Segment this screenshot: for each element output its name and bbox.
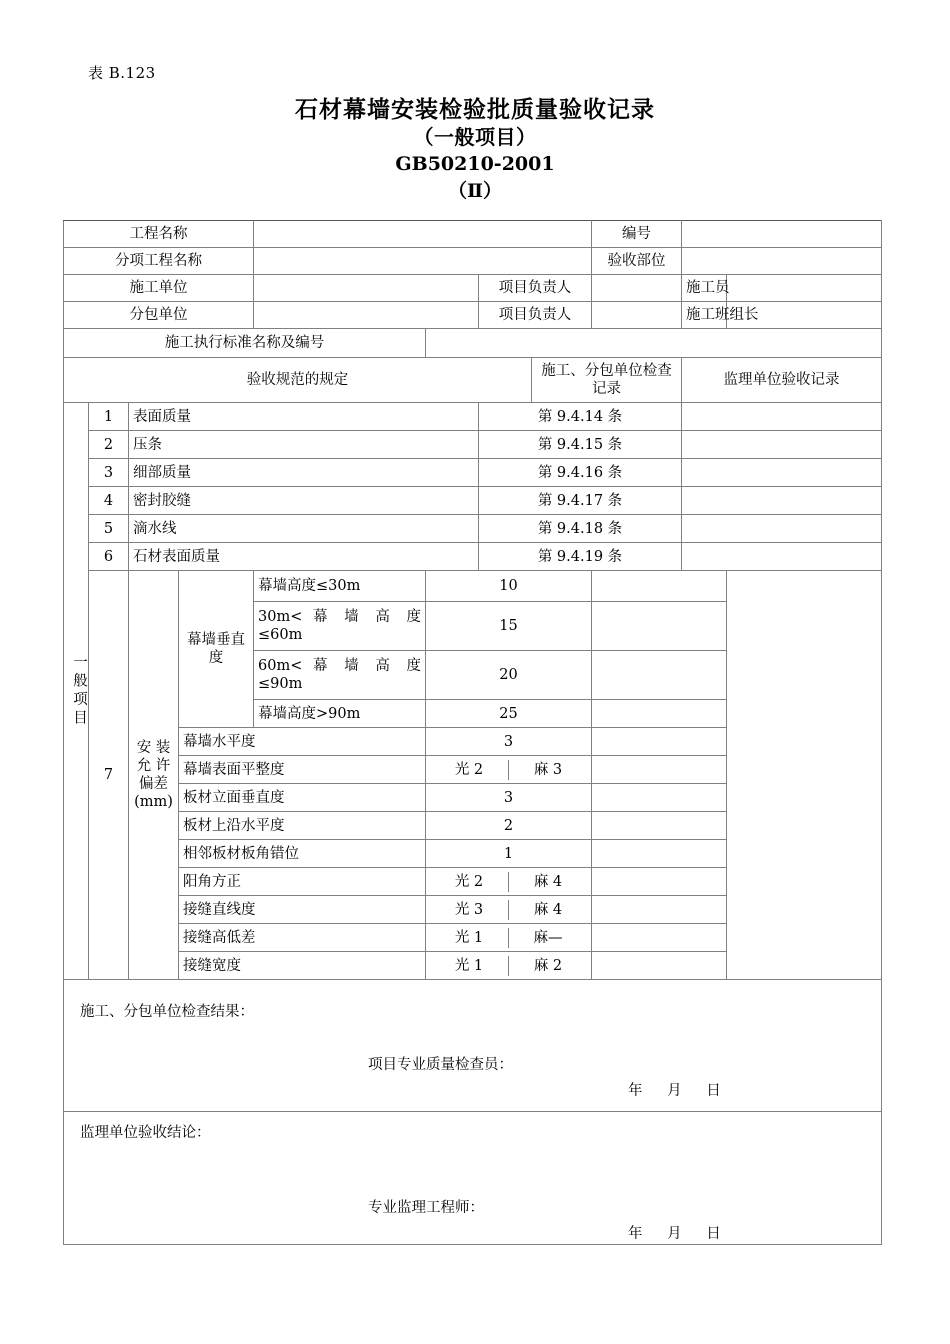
item-check-record[interactable] bbox=[592, 896, 727, 924]
row-project-name bbox=[64, 221, 882, 248]
supervision-conclusion-title: 监理单位验收结论： bbox=[80, 1125, 211, 1141]
tolerance-value-rough: 麻 3 bbox=[533, 761, 563, 778]
verticality-label bbox=[179, 571, 254, 728]
item-check-record[interactable] bbox=[592, 952, 727, 980]
verticality-desc-line-1: 30m< 幕 墙 高 度 bbox=[258, 609, 421, 625]
tolerance-label-line-1: 安 装 bbox=[136, 740, 171, 756]
item-no: 3 bbox=[89, 459, 129, 487]
construction-unit-label: 施工单位 bbox=[64, 275, 254, 302]
project-leader-value-2[interactable] bbox=[592, 302, 682, 329]
item-check-record[interactable] bbox=[592, 756, 727, 784]
tolerance-desc: 接缝宽度 bbox=[179, 952, 426, 980]
verticality-label-text: 幕墙垂直度 bbox=[187, 632, 245, 666]
row-subcontract-unit bbox=[64, 302, 882, 329]
sub-project-value[interactable] bbox=[254, 248, 592, 275]
subcontract-unit-value[interactable] bbox=[254, 302, 479, 329]
project-leader-label-2: 项目负责人 bbox=[479, 302, 592, 329]
sub-project-label: 分项工程名称 bbox=[64, 248, 254, 275]
item-check-record[interactable] bbox=[592, 812, 727, 840]
tolerance-value-split bbox=[426, 952, 592, 980]
table-row bbox=[64, 431, 882, 459]
item-check-record[interactable] bbox=[592, 602, 727, 651]
item-check-record[interactable] bbox=[592, 728, 727, 756]
tolerance-desc: 接缝直线度 bbox=[179, 896, 426, 924]
verticality-value: 25 bbox=[426, 700, 592, 728]
item-no: 2 bbox=[89, 431, 129, 459]
team-leader-label: 施工班组长 bbox=[682, 302, 727, 329]
form-code: 表 B.123 bbox=[88, 64, 156, 82]
supervision-date-label: 年 月 日 bbox=[628, 1226, 731, 1242]
table-row bbox=[64, 487, 882, 515]
inspection-form-table bbox=[63, 220, 882, 1245]
table-row bbox=[64, 515, 882, 543]
item-check-record[interactable] bbox=[592, 868, 727, 896]
title-standard-code: GB50210-2001 bbox=[395, 153, 555, 175]
category-label: 一般项目 bbox=[71, 654, 87, 728]
tolerance-desc: 阳角方正 bbox=[179, 868, 426, 896]
constructor-value[interactable] bbox=[727, 275, 882, 302]
table-row bbox=[64, 952, 882, 980]
item-clause: 第 9.4.16 条 bbox=[479, 459, 682, 487]
item-name: 石材表面质量 bbox=[129, 543, 479, 571]
row-construction-unit bbox=[64, 275, 882, 302]
item-clause: 第 9.4.18 条 bbox=[479, 515, 682, 543]
number-label: 编号 bbox=[592, 221, 682, 248]
check-record-header: 施工、分包单位检查记录 bbox=[532, 358, 682, 403]
verticality-desc-line-2: ≤60m bbox=[258, 627, 303, 643]
verticality-desc-line-2: ≤90m bbox=[258, 676, 303, 692]
verticality-desc: 幕墙高度≤30m bbox=[254, 571, 426, 602]
table-row bbox=[64, 403, 882, 431]
item-clause: 第 9.4.15 条 bbox=[479, 431, 682, 459]
tolerance-label-line-2: 允 许 bbox=[136, 758, 171, 774]
item-check-record[interactable] bbox=[592, 784, 727, 812]
tolerance-label-cell bbox=[129, 571, 179, 980]
item-no: 4 bbox=[89, 487, 129, 515]
table-row bbox=[64, 924, 882, 952]
acceptance-part-value[interactable] bbox=[682, 248, 882, 275]
table-row bbox=[64, 896, 882, 924]
tolerance-value-rough: 麻— bbox=[533, 929, 563, 946]
tolerance-value: 2 bbox=[426, 812, 592, 840]
verticality-desc bbox=[254, 602, 426, 651]
tolerance-label-line-3: 偏差 bbox=[139, 776, 168, 792]
table-row bbox=[64, 571, 882, 602]
item-check-record[interactable] bbox=[682, 431, 882, 459]
item-no: 6 bbox=[89, 543, 129, 571]
standard-label: 施工执行标准名称及编号 bbox=[64, 329, 426, 358]
item-no: 5 bbox=[89, 515, 129, 543]
tolerance-value-smooth: 光 1 bbox=[430, 928, 509, 948]
number-value[interactable] bbox=[682, 221, 882, 248]
project-leader-value-1[interactable] bbox=[592, 275, 682, 302]
tolerance-value-split bbox=[426, 924, 592, 952]
row-construction-conclusion bbox=[64, 980, 882, 1112]
table-row bbox=[64, 784, 882, 812]
supervision-record-header: 监理单位验收记录 bbox=[682, 358, 882, 403]
constructor-label: 施工员 bbox=[682, 275, 727, 302]
tolerance-value-split bbox=[426, 868, 592, 896]
tolerance-desc: 接缝高低差 bbox=[179, 924, 426, 952]
verticality-value: 10 bbox=[426, 571, 592, 602]
tolerance-value-rough: 麻 2 bbox=[533, 957, 563, 974]
construction-unit-value[interactable] bbox=[254, 275, 479, 302]
title-part: （Ⅱ） bbox=[447, 180, 502, 202]
spec-header: 验收规范的规定 bbox=[64, 358, 532, 403]
row-column-headers bbox=[64, 358, 882, 403]
construction-conclusion-title: 施工、分包单位检查结果： bbox=[80, 1003, 254, 1020]
verticality-desc bbox=[254, 651, 426, 700]
item-name: 细部质量 bbox=[129, 459, 479, 487]
item-check-record[interactable] bbox=[592, 924, 727, 952]
tolerance-value: 1 bbox=[426, 840, 592, 868]
project-name-value[interactable] bbox=[254, 221, 592, 248]
row-execution-standard bbox=[64, 329, 882, 358]
item-name: 压条 bbox=[129, 431, 479, 459]
tolerance-value-smooth: 光 2 bbox=[430, 872, 509, 892]
table-row bbox=[64, 543, 882, 571]
construction-date-label: 年 月 日 bbox=[628, 1082, 731, 1099]
verticality-value: 15 bbox=[426, 602, 592, 651]
title-block bbox=[0, 96, 950, 205]
item-check-record[interactable] bbox=[682, 459, 882, 487]
tolerance-value-smooth: 光 1 bbox=[430, 956, 509, 976]
tolerance-value: 3 bbox=[426, 784, 592, 812]
project-name-label: 工程名称 bbox=[64, 221, 254, 248]
verticality-value: 20 bbox=[426, 651, 592, 700]
item-check-record[interactable] bbox=[682, 487, 882, 515]
tolerance-value-rough: 麻 4 bbox=[533, 901, 563, 918]
table-row bbox=[64, 756, 882, 784]
table-row bbox=[64, 868, 882, 896]
tolerance-value-rough: 麻 4 bbox=[533, 873, 563, 890]
item-name: 表面质量 bbox=[129, 403, 479, 431]
item-check-record[interactable] bbox=[592, 571, 727, 602]
tolerance-value: 3 bbox=[426, 728, 592, 756]
item-clause: 第 9.4.14 条 bbox=[479, 403, 682, 431]
table-row bbox=[64, 840, 882, 868]
item-clause: 第 9.4.17 条 bbox=[479, 487, 682, 515]
item-check-record[interactable] bbox=[592, 700, 727, 728]
item-no: 1 bbox=[89, 403, 129, 431]
item-check-record[interactable] bbox=[682, 403, 882, 431]
table-row bbox=[64, 812, 882, 840]
item-check-record[interactable] bbox=[682, 515, 882, 543]
tolerance-desc: 板材上沿水平度 bbox=[179, 812, 426, 840]
row-supervision-conclusion bbox=[64, 1112, 882, 1245]
table-row bbox=[64, 459, 882, 487]
tolerance-desc: 板材立面垂直度 bbox=[179, 784, 426, 812]
construction-conclusion-cell[interactable] bbox=[64, 980, 882, 1112]
tolerance-desc: 相邻板材板角错位 bbox=[179, 840, 426, 868]
verticality-desc: 幕墙高度>90m bbox=[254, 700, 426, 728]
tolerance-value-smooth: 光 2 bbox=[430, 760, 509, 780]
tolerance-value-smooth: 光 3 bbox=[430, 900, 509, 920]
row-sub-project-name bbox=[64, 248, 882, 275]
subcontract-unit-label: 分包单位 bbox=[64, 302, 254, 329]
tolerance-label-line-4: (mm) bbox=[134, 794, 173, 810]
title-subtitle: （一般项目） bbox=[413, 125, 537, 149]
project-leader-label-1: 项目负责人 bbox=[479, 275, 592, 302]
table-row bbox=[64, 728, 882, 756]
item-check-record[interactable] bbox=[592, 651, 727, 700]
verticality-desc-line-1: 60m< 幕 墙 高 度 bbox=[258, 658, 421, 674]
acceptance-part-label: 验收部位 bbox=[592, 248, 682, 275]
item-name: 密封胶缝 bbox=[129, 487, 479, 515]
category-label-cell bbox=[64, 403, 89, 980]
item-check-record[interactable] bbox=[682, 543, 882, 571]
item-no: 7 bbox=[89, 571, 129, 980]
supervision-signer-label: 专业监理工程师： bbox=[368, 1200, 484, 1216]
page-title: 石材幕墙安装检验批质量验收记录 bbox=[295, 96, 655, 123]
construction-signer-label: 项目专业质量检查员： bbox=[368, 1056, 513, 1073]
tolerance-desc: 幕墙表面平整度 bbox=[179, 756, 426, 784]
tolerance-desc: 幕墙水平度 bbox=[179, 728, 426, 756]
tolerance-value-split bbox=[426, 756, 592, 784]
standard-value[interactable] bbox=[426, 329, 882, 358]
tolerance-value-split bbox=[426, 896, 592, 924]
item-name: 滴水线 bbox=[129, 515, 479, 543]
item-check-record[interactable] bbox=[592, 840, 727, 868]
supervision-conclusion-cell[interactable] bbox=[64, 1112, 882, 1245]
item-clause: 第 9.4.19 条 bbox=[479, 543, 682, 571]
